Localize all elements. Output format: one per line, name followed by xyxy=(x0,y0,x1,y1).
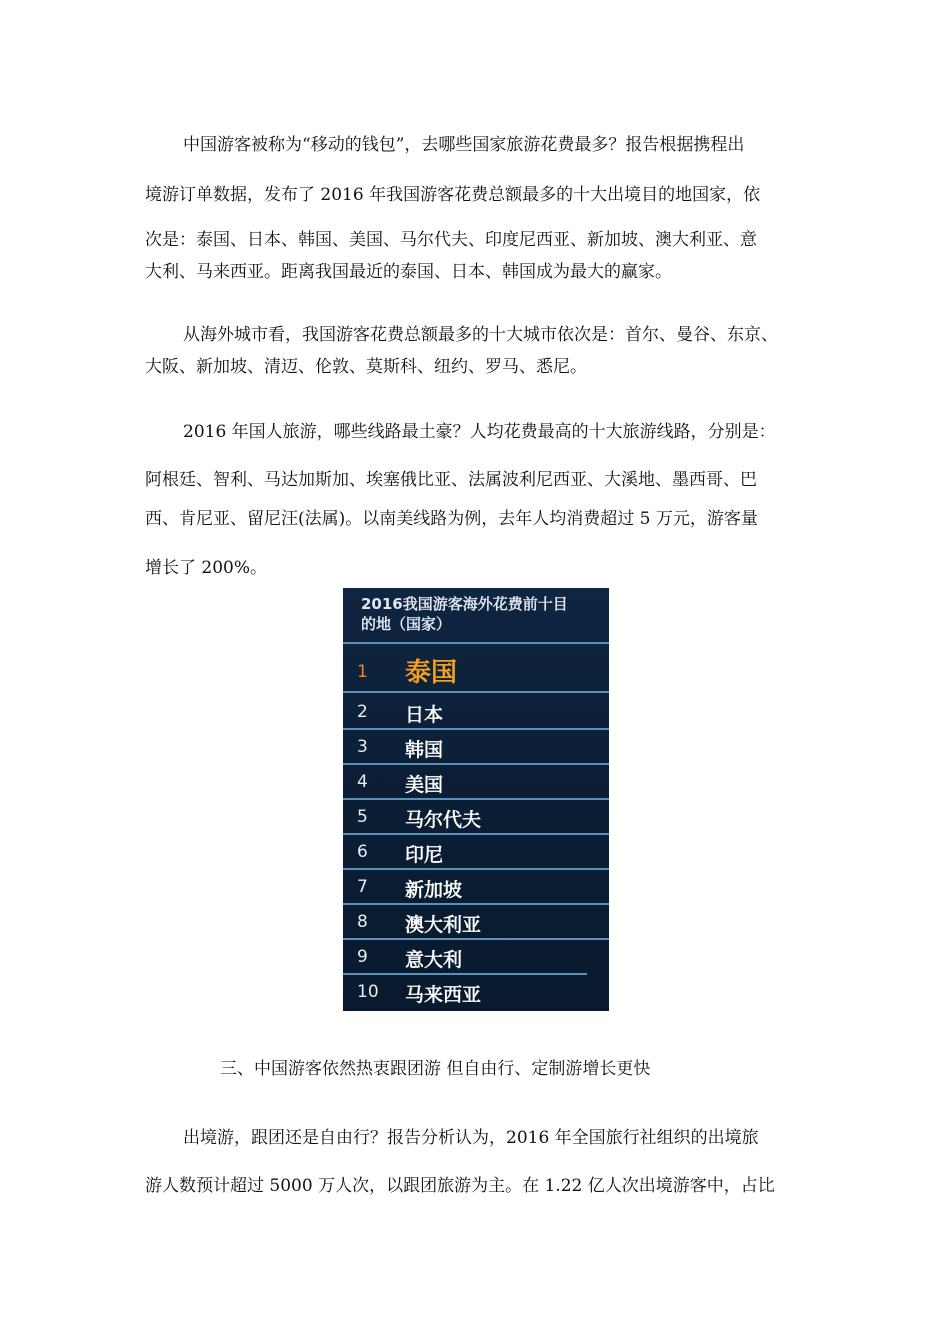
ranking-country: 马尔代夫 xyxy=(405,809,482,831)
divider xyxy=(343,903,609,905)
ranking-number: 4 xyxy=(357,772,368,792)
ranking-number: 7 xyxy=(357,877,368,897)
divider xyxy=(343,833,609,835)
ranking-country: 意大利 xyxy=(405,949,463,971)
text-line: 游人数预计超过 5000 万人次，以跟团旅游为主。在 1.22 亿人次出境游客中，占比 xyxy=(145,1176,775,1196)
ranking-number: 3 xyxy=(357,737,368,757)
text-line: 增长了 200%。 xyxy=(145,558,268,578)
divider xyxy=(343,798,609,800)
text-line: 阿根廷、智利、马达加斯加、埃塞俄比亚、法属波利尼西亚、大溪地、墨西哥、巴 xyxy=(145,470,757,490)
ranking-number: 5 xyxy=(357,807,368,827)
divider xyxy=(343,728,609,730)
ranking-country: 新加坡 xyxy=(405,879,463,901)
text-line: 境游订单数据，发布了 2016 年我国游客花费总额最多的十大出境目的地国家，依 xyxy=(145,185,761,205)
ranking-number: 10 xyxy=(357,982,379,1002)
text-line: 出境游，跟团还是自由行？报告分析认为，2016 年全国旅行社组织的出境旅 xyxy=(183,1128,759,1148)
section-heading: 三、中国游客依然热衷跟团游 但自由行、定制游增长更快 xyxy=(220,1059,651,1079)
ranking-title xyxy=(361,594,601,634)
text-line: 中国游客被称为“移动的钱包”，去哪些国家旅游花费最多？报告根据携程出 xyxy=(183,135,745,155)
text-line: 大阪、新加坡、清迈、伦敦、莫斯科、纽约、罗马、悉尼。 xyxy=(145,357,587,377)
ranking-country: 美国 xyxy=(405,774,444,796)
ranking-title-line: 的地（国家） xyxy=(361,615,452,633)
ranking-country: 韩国 xyxy=(405,739,444,761)
text-line: 从海外城市看，我国游客花费总额最多的十大城市依次是：首尔、曼谷、东京、 xyxy=(183,325,778,345)
ranking-number: 2 xyxy=(357,702,368,722)
ranking-number: 6 xyxy=(357,842,368,862)
divider xyxy=(343,868,609,870)
ranking-country: 马来西亚 xyxy=(405,984,482,1006)
divider xyxy=(343,763,609,765)
ranking-country: 印尼 xyxy=(405,844,444,866)
ranking-number: 1 xyxy=(357,662,368,682)
ranking-number: 9 xyxy=(357,947,368,967)
divider xyxy=(343,973,587,975)
divider xyxy=(343,691,609,693)
ranking-country: 日本 xyxy=(405,704,444,726)
text-line: 大利、马来西亚。距离我国最近的泰国、日本、韩国成为最大的赢家。 xyxy=(145,262,672,282)
ranking-image xyxy=(343,588,609,1011)
text-line: 2016 年国人旅游，哪些线路最土豪？人均花费最高的十大旅游线路，分别是： xyxy=(183,422,776,442)
text-line: 次是：泰国、日本、韩国、美国、马尔代夫、印度尼西亚、新加坡、澳大利亚、意 xyxy=(145,230,757,250)
ranking-country: 泰国 xyxy=(405,658,458,688)
ranking-number: 8 xyxy=(357,912,368,932)
divider xyxy=(343,938,609,940)
ranking-title-line: 2016我国游客海外花费前十目 xyxy=(361,595,568,613)
divider xyxy=(343,642,609,644)
ranking-country: 澳大利亚 xyxy=(405,914,482,936)
text-line: 西、肯尼亚、留尼汪(法属)。以南美线路为例，去年人均消费超过 5 万元，游客量 xyxy=(145,509,758,529)
